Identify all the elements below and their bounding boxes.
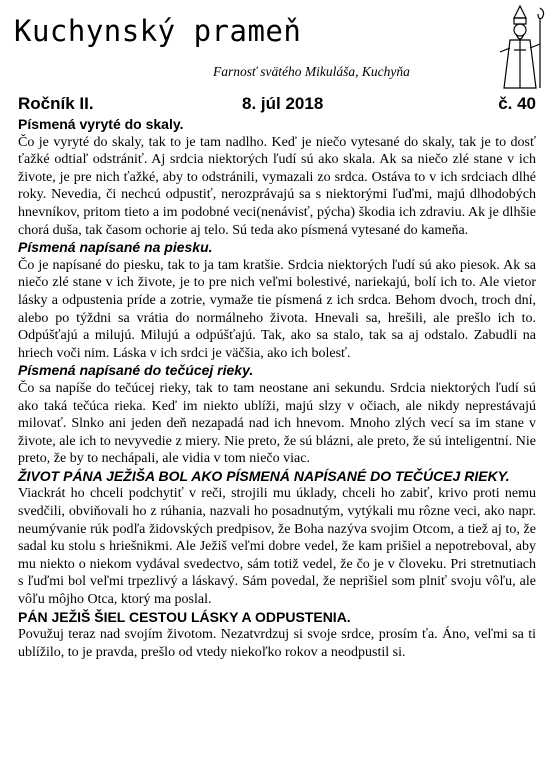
section-text: Viackrát ho chceli podchytiť v reči, strojili mu úklady, chceli ho zabiť, krivo proti nemu svedčili, obviňovali ho z rúhania, nazvali ho posadnutým, vytýkali mu rôzne veci, ako napr. neumývanie rúk podľa židovských predpisov, že Boha nazýva svojim Otcom, a tiež aj to, že sadal ku stolu s hriešnikmi. Ale Ježiš veľmi dobre vedel, že kam prišiel a nepotreboval, aby mu niekto o niekom vydával svedectvo, sám totiž vedel, že čo je v človeku. Pri stretnutiach s ľuďmi bol veľmi trpezlivý a láskavý. Sám povedal, že neprišiel som plniť svoju vôľu, ale vôľu môjho Otca, ktorý ma poslal. xyxy=(18,486,536,608)
section-heading: Písmená napísané do tečúcej rieky. xyxy=(18,362,254,379)
section-text: Čo je vyryté do skaly, tak to je tam nadlho. Keď je niečo vytesané do skaly, tak je to dosť ťažké odtiaľ odstrániť. Aj srdcia niektorých ľudí sú ako skala. Ak sa niečo zlé stane v ich živote, je pre nich ťažké, aby to odstránili, vymazali zo srdca. Ostáva to v ich srdciach dlhé roky. Nevedia, či nechcú odpustiť, nerozprávajú sa s niektorými ľuďmi, majú dlhodobých hnevníkov, pritom tieto a im podobné veci(nenávisť, pýcha) škodia ich zdraviu. Ak je dlhšie chorá duša, tak časom ochorie aj telo. Sú teda ako písmená vytesané do kameňa. xyxy=(18,134,536,238)
section-heading: ŽIVOT PÁNA JEŽIŠA BOL AKO PÍSMENÁ NAPÍSANÉ DO TEČÚCEJ RIEKY. xyxy=(18,467,510,484)
section-text: Čo sa napíše do tečúcej rieky, tak to tam neostane ani sekundu. Srdcia niektorých ľudí sú ako taká tečúca rieka. Keď im niekto ublíži, majú slzy v očiach, ale nikdy neprestávajú milovať. Slnko ani jeden deň nezapadá nad ich hnevom. Mnoho zlých vecí sa im stane v živote, ale ich to nevyvedie z miery. Nie preto, že sú blázni, ale preto, že sú inteligentní. Nie preto, že by to nechápali, ale vidia v tom niečo viac. xyxy=(18,380,536,467)
newsletter-title: Kuchynský prameň xyxy=(14,14,302,48)
issue-number: č. 40 xyxy=(498,94,536,113)
issue-date: 8. júl 2018 xyxy=(242,94,324,113)
parish-subtitle: Farnosť svätého Mikuláša, Kuchyňa xyxy=(213,64,410,79)
masthead xyxy=(0,0,552,90)
section-text: Povužuj teraz nad svojím životom. Nezatvrdzuj si svoje srdce, prosím ťa. Áno, veľmi sa ti ublížilo, to je pravda, prešlo od vtedy niekoľko rokov a neodpustil si. xyxy=(18,627,536,660)
section-text: Čo je napísané do piesku, tak to ja tam kratšie. Srdcia niektorých ľudí sú ako piesok. Ak sa niečo zlé stane v ich živote, je to pre nich veľmi bolestivé, nariekajú, bolí ich to. Ale vietor lásky a odpustenia príde a zotrie, vymaže tie písmená z ich srdca. Behom dvoch, troch dní, alebo po týždni sa vrátia do normálneho života. Hnevali sa, hrešili, ale prešlo ich to. Odpúšťajú a milujú. Milujú a odpúšťajú. Tak, ako sa stalo, tak sa aj odstalo. Zabudli na hriech voči nim. Láska v ich srdci je väčšia, ako ich bolesť. xyxy=(18,257,536,361)
section-heading: Písmená napísané na piesku. xyxy=(18,239,213,256)
saint-nicholas-bishop-icon xyxy=(492,4,548,90)
volume-label: Ročník II. xyxy=(18,94,94,113)
section-heading: Písmená vyryté do skaly. xyxy=(18,116,184,132)
section-heading: PÁN JEŽIŠ ŠIEL CESTOU LÁSKY A ODPUSTENIA. xyxy=(18,608,351,625)
article-body xyxy=(18,116,536,661)
issue-meta xyxy=(18,94,536,114)
